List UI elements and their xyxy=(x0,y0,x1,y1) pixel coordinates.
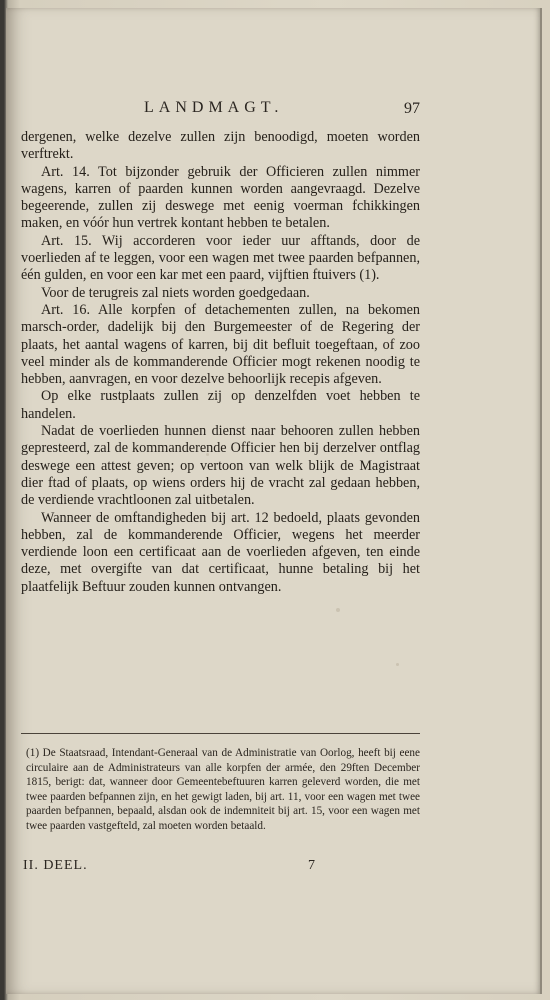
paragraph-article-15: Art. 15. Wij accorderen voor ieder uur afftands, door de voerlieden af te leggen, voor een wagen met twee paarden befpannen, één gulden, en voor een kar met een paard, vijftien ftuivers (1). xyxy=(21,232,420,284)
footnote-text: (1) De Staatsraad, Intendant-Generaal van de Administratie van Oorlog, heeft bij eene circulaire aan de Administrateurs van alle korpfen der armée, den 29ften December 1815, berigt: dat, wanneer door Gemeentebeftuuren karren geleverd worden, die met twee paarden befpannen zijn, en het gewigt laden, bij art. 11, voor een wagen met twee paarden befpannen, bepaald, alsdan ook de indemniteit bij art. 15, voor een wagen met twee paarden vastgefteld, zal moeten worden betaald. xyxy=(26,747,420,832)
paper-spot xyxy=(396,663,399,666)
paper-spot xyxy=(336,608,340,612)
gathering-mark: 7 xyxy=(308,858,315,873)
paragraph-certificate: Wanneer de omftandigheden bij art. 12 bedoeld, plaats gevonden hebben, zal de kommanderende Officier, wegens het meerder verdiende loon een certificaat aan de voerlieden afgeven, ten einde deze, met overgifte van dat certificaat, hunne betaling bij het plaatfelijk Beftuur zouden kunnen ontvangen. xyxy=(21,509,420,595)
paragraph-continuation: dergenen, welke dezelve zullen zijn benoodigd, moeten worden verftrekt. xyxy=(21,129,420,163)
paragraph-rest-stops: Op elke rustplaats zullen zij op denzelfden voet hebben te handelen. xyxy=(21,388,420,422)
paragraph-attest: Nadat de voerlieden hunnen dienst naar behooren zullen hebben gepresteerd, zal de kommanderende Officier hen bij derzelver ontflag deswege een attest geven; op vertoon van welk blijk de Magistraat dier ftad of plaats, op wiens orders hij de vracht zal gedaan hebben, de verdiende vrachtloonen zal uitbetalen. xyxy=(21,423,420,509)
footnote xyxy=(26,746,420,834)
signature-line xyxy=(21,858,420,878)
paragraph-return-journey: Voor de terugreis zal niets worden goedgedaan. xyxy=(41,284,310,301)
page-header xyxy=(24,96,420,122)
main-text xyxy=(21,129,420,596)
paragraph-article-16: Art. 16. Alle korpfen of detachementen zullen, na bekomen marsch-order, dadelijk bij den Burgemeester of de Regering der plaats, het aantal wagens of karren, bij dit befluit toegeftaan, of zoo veel minder als de kommanderende Officier mogt rekenen noodig te hebben, aanvragen, en voor dezelve behoorlijk recepis afgeven. xyxy=(21,301,420,388)
page-number: 97 xyxy=(404,100,420,117)
running-title: LANDMAGT. xyxy=(144,99,284,116)
footnote-rule xyxy=(21,733,420,734)
volume-signature: II. DEEL. xyxy=(23,858,88,873)
paragraph-article-14: Art. 14. Tot bijzonder gebruik der Officieren zullen nimmer wagens, karren of paarden kunnen worden aangevraagd. Dezelve begeerende, zullen zij deswege met eenig voerman fchikkingen maken, en vóór hun vertrek kontant hebben te betalen. xyxy=(21,163,420,232)
